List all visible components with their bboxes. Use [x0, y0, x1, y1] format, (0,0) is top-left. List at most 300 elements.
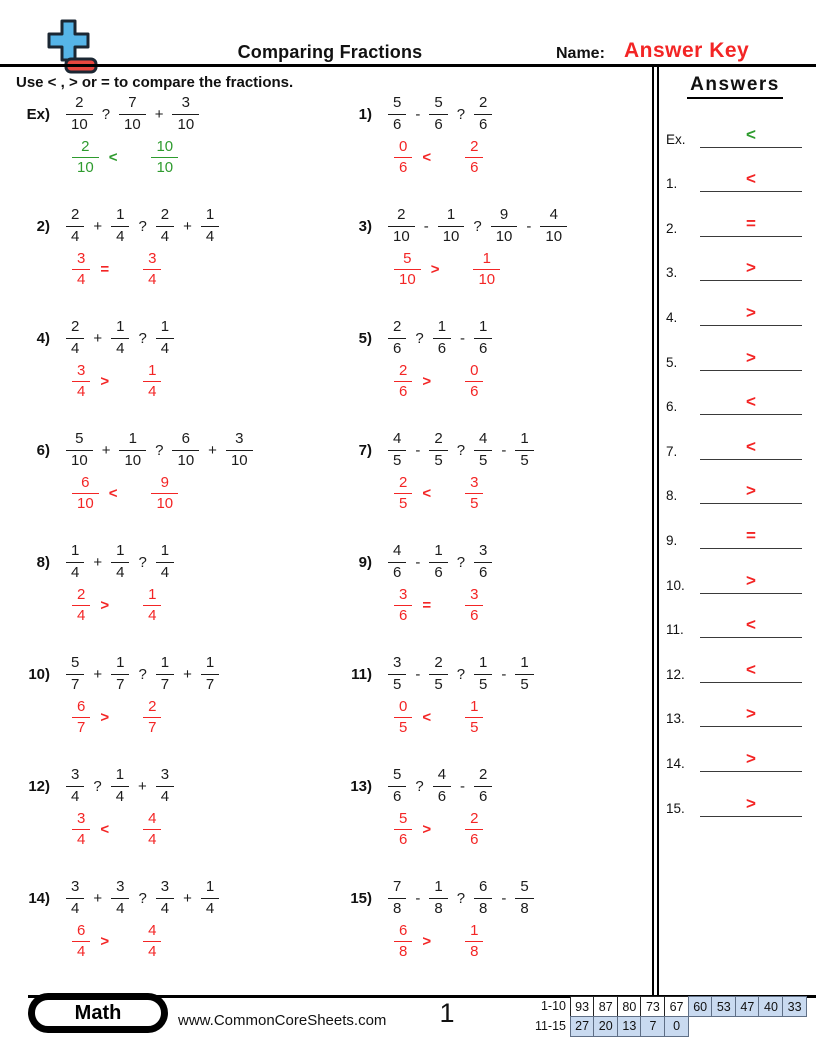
problem-answer: [388, 362, 489, 403]
problem: [14, 542, 336, 654]
answer-fraction: [394, 698, 412, 739]
answer-blank-line: [700, 659, 802, 683]
answer-row-number: 10.: [666, 577, 685, 593]
fraction-denominator: 7: [156, 674, 174, 695]
question-operator: ?: [456, 441, 466, 459]
minus-operator: -: [501, 889, 507, 907]
fraction-denominator: 7: [201, 674, 219, 695]
fraction-denominator: 10: [72, 493, 99, 514]
question-operator: ?: [456, 889, 466, 907]
problem-number: 1): [358, 105, 372, 123]
fraction-denominator: 4: [111, 338, 129, 359]
fraction-numerator: 1: [205, 654, 215, 671]
problem: [336, 654, 654, 766]
minus-operator: -: [415, 665, 421, 683]
score-cell: 87: [593, 996, 618, 1017]
answer-symbol: >: [746, 302, 756, 322]
problem-expression-line: [14, 654, 225, 695]
problem-expression-line: [14, 206, 225, 247]
problem-expression-line: [336, 878, 540, 919]
fraction: [474, 542, 492, 583]
answer-blank-line: [700, 171, 802, 192]
fraction-denominator: 8: [474, 898, 492, 919]
fraction-denominator: 10: [66, 114, 93, 135]
answer-symbol: >: [746, 570, 756, 590]
answer-blank-line: [700, 213, 802, 237]
fraction: [433, 766, 451, 807]
answer-blank-line: [700, 394, 802, 415]
question-operator: ?: [138, 889, 147, 907]
fraction: [388, 206, 415, 247]
answer-row-number: 2.: [666, 220, 678, 236]
problem-expression: [60, 94, 205, 135]
fraction-denominator: 6: [465, 829, 483, 850]
problem-answer: [388, 698, 489, 739]
problem-expression: [382, 318, 498, 359]
answer-fraction: [465, 362, 483, 403]
fraction-denominator: 5: [388, 674, 406, 695]
question-operator: ?: [415, 329, 424, 347]
fraction-numerator: 0: [470, 361, 479, 379]
fraction-denominator: 4: [111, 562, 129, 583]
page-number: 1: [439, 998, 455, 1028]
fraction: [491, 206, 518, 247]
fraction-numerator: 2: [160, 206, 170, 223]
fraction-numerator: 1: [479, 318, 488, 335]
fraction-denominator: 10: [151, 157, 178, 178]
score-cell: 53: [711, 996, 736, 1017]
answer-fraction: [151, 474, 178, 515]
fraction-numerator: 3: [77, 809, 86, 827]
fraction-numerator: 2: [479, 94, 488, 111]
answer-fraction: [143, 362, 161, 403]
fraction-numerator: 4: [549, 206, 558, 223]
score-row: [528, 996, 807, 1017]
fraction-numerator: 6: [181, 430, 190, 447]
minus-operator: -: [460, 329, 466, 347]
problem-answer: [66, 922, 167, 963]
answer-row: [666, 772, 802, 817]
answer-row-number: 6.: [666, 399, 678, 415]
fraction: [156, 654, 174, 695]
answer-row: [666, 638, 802, 683]
fraction-denominator: 8: [388, 898, 406, 919]
answer-symbol: >: [746, 704, 756, 724]
fraction-numerator: 2: [434, 654, 443, 671]
minus-operator: -: [501, 441, 507, 459]
fraction-denominator: 6: [394, 605, 412, 626]
less-than-symbol: <: [100, 821, 110, 839]
answer-row-number: 3.: [666, 265, 678, 281]
fraction-denominator: 8: [515, 898, 533, 919]
fraction: [474, 654, 492, 695]
fraction-numerator: 6: [77, 697, 86, 715]
fraction: [429, 878, 447, 919]
greater-than-symbol: >: [430, 261, 440, 279]
answer-fraction: [394, 250, 421, 291]
score-cell: 20: [593, 1016, 618, 1037]
fraction-denominator: 5: [465, 493, 483, 514]
problem-number: 5): [358, 329, 372, 347]
minus-operator: -: [415, 889, 421, 907]
problem-number: 8): [36, 553, 50, 571]
fraction: [111, 206, 129, 247]
problem-expression: [60, 206, 225, 247]
fraction-denominator: 5: [515, 674, 533, 695]
answer-blank-line: [700, 706, 802, 727]
fraction-numerator: 2: [71, 206, 80, 223]
fraction-denominator: 6: [465, 157, 483, 178]
answer-row: [666, 460, 802, 505]
fraction-numerator: 5: [393, 766, 402, 783]
fraction-denominator: 4: [111, 898, 129, 919]
fraction-numerator: 1: [434, 878, 443, 895]
score-cell: 47: [735, 996, 760, 1017]
fraction-denominator: 6: [394, 381, 412, 402]
fraction: [388, 430, 406, 471]
answer-key-label: Answer Key: [624, 39, 750, 62]
plus-operator: +: [208, 441, 217, 459]
question-operator: ?: [415, 777, 424, 795]
answer-row: [666, 549, 802, 594]
page-title: Comparing Fractions: [237, 42, 423, 62]
score-row: [528, 1016, 807, 1037]
fraction-denominator: 10: [388, 226, 415, 247]
score-cell: 13: [617, 1016, 642, 1037]
fraction-numerator: 1: [160, 654, 170, 671]
fraction-denominator: 10: [491, 226, 518, 247]
problem-expression: [60, 318, 180, 359]
fraction-denominator: 6: [433, 338, 451, 359]
problem-answer: [388, 250, 506, 291]
answer-fraction: [465, 138, 483, 179]
fraction-denominator: 4: [72, 605, 90, 626]
fraction-denominator: 4: [111, 786, 129, 807]
fraction-numerator: 2: [399, 473, 408, 491]
answer-symbol: <: [746, 392, 756, 412]
fraction: [429, 430, 447, 471]
less-than-symbol: <: [422, 149, 432, 167]
fraction-denominator: 6: [474, 114, 492, 135]
question-operator: ?: [456, 105, 466, 123]
answer-row: [666, 594, 802, 639]
problem-expression-line: [336, 766, 498, 807]
greater-than-symbol: >: [100, 597, 110, 615]
fraction-denominator: 10: [394, 269, 421, 290]
problem-expression-line: [14, 542, 180, 583]
answer-symbol: <: [746, 124, 756, 144]
problem-expression-line: [336, 654, 540, 695]
problem-expression: [60, 654, 225, 695]
answer-fraction: [72, 586, 90, 627]
greater-than-symbol: >: [100, 709, 110, 727]
fraction: [119, 430, 146, 471]
fraction-numerator: 2: [77, 585, 86, 603]
fraction-numerator: 1: [470, 697, 479, 715]
greater-than-symbol: >: [100, 373, 110, 391]
answer-fraction: [72, 250, 90, 291]
fraction-numerator: 2: [397, 206, 406, 223]
answers-panel: [652, 64, 816, 995]
problem: [14, 318, 336, 430]
fraction-denominator: 7: [143, 717, 161, 738]
fraction-numerator: 1: [434, 542, 443, 559]
fraction-denominator: 6: [429, 562, 447, 583]
fraction-denominator: 10: [226, 450, 253, 471]
problem: [336, 318, 654, 430]
fraction-denominator: 4: [201, 898, 219, 919]
fraction-denominator: 4: [66, 786, 84, 807]
answer-fraction: [473, 250, 500, 291]
fraction-denominator: 5: [429, 450, 447, 471]
fraction: [172, 430, 199, 471]
fraction-denominator: 8: [429, 898, 447, 919]
fraction-denominator: 4: [66, 226, 84, 247]
fraction-denominator: 4: [66, 898, 84, 919]
fraction-denominator: 4: [156, 898, 174, 919]
fraction: [66, 654, 84, 695]
fraction-denominator: 6: [388, 562, 406, 583]
problem-number: 6): [36, 441, 50, 459]
fraction-numerator: 3: [116, 878, 125, 895]
fraction-numerator: 3: [393, 654, 402, 671]
answer-fraction: [394, 586, 412, 627]
answer-blank-line: [700, 436, 802, 460]
answer-row-number: 13.: [666, 711, 685, 727]
fraction-numerator: 5: [75, 430, 84, 447]
fraction-denominator: 4: [156, 338, 174, 359]
fraction: [111, 542, 129, 583]
fraction-numerator: 1: [479, 654, 488, 671]
problem-expression: [382, 766, 498, 807]
fraction: [111, 318, 129, 359]
problem: [336, 206, 654, 318]
problem-expression: [382, 206, 573, 247]
answer-row: [666, 415, 802, 460]
problem-number: 13): [350, 777, 372, 795]
plus-operator: +: [183, 889, 192, 907]
answer-fraction: [143, 810, 161, 851]
fraction-denominator: 5: [465, 717, 483, 738]
answer-fraction: [394, 922, 412, 963]
fraction-numerator: 3: [160, 878, 170, 895]
fraction-numerator: 1: [116, 206, 125, 223]
problem: [336, 430, 654, 542]
fraction: [388, 654, 406, 695]
problem-answer: [66, 586, 167, 627]
plus-operator: +: [154, 105, 164, 123]
fraction: [156, 878, 174, 919]
answer-symbol: <: [746, 659, 756, 679]
fraction-numerator: 4: [148, 921, 157, 939]
problem-expression: [60, 878, 225, 919]
problem-expression-line: [336, 94, 498, 135]
fraction-numerator: 3: [71, 878, 80, 895]
fraction-denominator: 10: [66, 450, 93, 471]
minus-operator: -: [415, 553, 421, 571]
answer-row: [666, 192, 802, 237]
fraction-numerator: 9: [160, 473, 169, 491]
fraction: [429, 654, 447, 695]
answer-row: [666, 727, 802, 772]
fraction-denominator: 7: [72, 717, 90, 738]
fraction-numerator: 7: [128, 94, 137, 111]
fraction-denominator: 4: [72, 829, 90, 850]
fraction: [438, 206, 465, 247]
fraction: [66, 766, 84, 807]
fraction-numerator: 6: [479, 878, 488, 895]
fraction-denominator: 6: [465, 381, 483, 402]
fraction-denominator: 10: [119, 114, 146, 135]
problem-expression: [60, 430, 259, 471]
fraction-denominator: 6: [474, 562, 492, 583]
answer-fraction: [72, 810, 90, 851]
fraction-denominator: 4: [156, 786, 174, 807]
question-operator: ?: [456, 553, 466, 571]
plus-operator: +: [93, 665, 103, 683]
fraction-numerator: 1: [205, 206, 215, 223]
fraction-denominator: 5: [515, 450, 533, 471]
fraction-numerator: 2: [399, 361, 408, 379]
fraction-numerator: 2: [470, 137, 479, 155]
fraction-denominator: 6: [394, 157, 412, 178]
instructions-text: Use < , > or = to compare the fractions.: [16, 74, 294, 91]
answer-row: [666, 371, 802, 416]
answer-symbol: <: [746, 615, 756, 635]
fraction: [429, 94, 447, 135]
plus-operator: +: [93, 329, 103, 347]
problem-answer: [66, 810, 167, 851]
fraction: [66, 206, 84, 247]
question-operator: ?: [101, 105, 111, 123]
problem-answer: [388, 922, 489, 963]
fraction-numerator: 2: [71, 318, 80, 335]
fraction: [515, 430, 533, 471]
fraction-numerator: 2: [479, 766, 488, 783]
plus-operator: +: [138, 777, 147, 795]
score-row-label: 11-15: [534, 1018, 566, 1033]
fraction-numerator: 6: [81, 473, 90, 491]
problem-answer: [66, 250, 167, 291]
fraction-numerator: 1: [160, 542, 170, 559]
fraction-numerator: 4: [393, 542, 402, 559]
fraction-denominator: 10: [473, 269, 500, 290]
fraction-denominator: 6: [429, 114, 447, 135]
fraction-numerator: 1: [148, 361, 157, 379]
problem: [14, 654, 336, 766]
fraction: [388, 318, 406, 359]
problem-answer: [388, 138, 489, 179]
answer-blank-line: [700, 793, 802, 817]
greater-than-symbol: >: [422, 933, 432, 951]
minus-operator: -: [460, 777, 466, 795]
fraction-numerator: 1: [437, 318, 447, 335]
fraction-numerator: 0: [399, 137, 408, 155]
fraction: [119, 94, 146, 135]
fraction-numerator: 2: [393, 318, 402, 335]
problem-expression: [60, 542, 180, 583]
answer-fraction: [72, 922, 90, 963]
fraction-numerator: 3: [470, 585, 479, 603]
problem-expression: [382, 94, 498, 135]
fraction: [388, 94, 406, 135]
fraction-denominator: 4: [72, 269, 90, 290]
fraction-denominator: 10: [119, 450, 146, 471]
plus-operator: +: [93, 889, 103, 907]
fraction-numerator: 6: [399, 921, 408, 939]
answer-row: [666, 504, 802, 549]
answer-fraction: [465, 922, 483, 963]
fraction-numerator: 1: [148, 585, 157, 603]
fraction-denominator: 6: [474, 338, 492, 359]
fraction-numerator: 3: [470, 473, 479, 491]
fraction-denominator: 4: [143, 605, 161, 626]
plus-operator: +: [93, 217, 103, 235]
equals-symbol: =: [422, 597, 432, 615]
fraction: [172, 94, 199, 135]
score-cell: 93: [570, 996, 595, 1017]
fraction-numerator: 10: [156, 137, 174, 155]
problem: [14, 430, 336, 542]
fraction-denominator: 4: [72, 941, 90, 962]
problem-expression-line: [14, 766, 180, 807]
problem-answer: [388, 586, 489, 627]
fraction: [156, 206, 174, 247]
fraction-denominator: 8: [465, 941, 483, 962]
answer-row-number: 12.: [666, 666, 685, 682]
answer-fraction: [143, 698, 161, 739]
fraction-numerator: 1: [520, 654, 529, 671]
score-table: [528, 996, 807, 1037]
fraction-denominator: 4: [111, 226, 129, 247]
score-cell: 7: [640, 1016, 665, 1037]
answer-fraction: [465, 586, 483, 627]
problem-expression-line: [336, 430, 540, 471]
answer-row: [666, 281, 802, 326]
fraction-numerator: 5: [393, 94, 402, 111]
fraction-numerator: 3: [479, 542, 488, 559]
problem-expression-line: [14, 430, 259, 471]
fraction-denominator: 6: [388, 786, 406, 807]
minus-operator: -: [415, 105, 421, 123]
fraction-numerator: 3: [181, 94, 190, 111]
problem-number: 12): [28, 777, 50, 795]
fraction-numerator: 3: [77, 249, 86, 267]
fraction-numerator: 1: [205, 878, 215, 895]
problem-expression-line: [14, 878, 225, 919]
fraction-numerator: 1: [116, 654, 125, 671]
fraction-numerator: 1: [160, 318, 170, 335]
fraction: [429, 542, 447, 583]
answer-symbol: <: [746, 169, 756, 189]
answer-symbol: >: [746, 793, 756, 813]
problem-number: 2): [36, 217, 50, 235]
minus-operator: -: [526, 217, 532, 235]
answer-row-number: 14.: [666, 755, 685, 771]
fraction-numerator: 5: [434, 94, 443, 111]
less-than-symbol: <: [108, 149, 118, 167]
fraction-numerator: 2: [81, 137, 90, 155]
answer-fraction: [143, 922, 161, 963]
fraction-numerator: 9: [499, 206, 509, 223]
fraction-denominator: 5: [394, 493, 412, 514]
fraction-denominator: 4: [143, 381, 161, 402]
score-cell: 40: [758, 996, 783, 1017]
problem-number: 11): [351, 665, 372, 683]
answer-row-number: 8.: [666, 488, 678, 504]
problem-answer: [66, 474, 184, 515]
problems-grid: [14, 94, 654, 990]
